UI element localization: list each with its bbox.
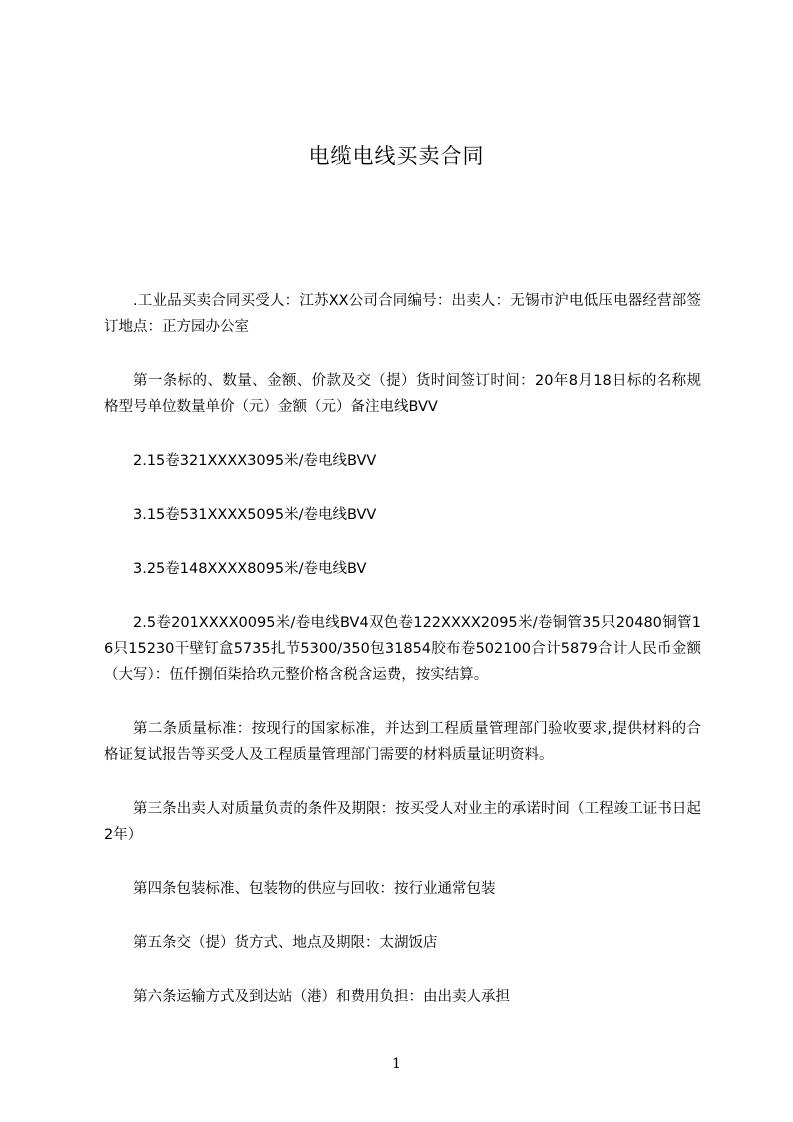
article-four-paragraph: 第四条包装标准、包装物的供应与回收：按行业通常包装: [133, 881, 496, 897]
contract-parties-paragraph: .工业品买卖合同买受人：江苏XX公司合同编号：出卖人：无锡市沪电低压电器经营部签订地点：正方园办公室: [104, 293, 701, 335]
article-one-paragraph: 第一条标的、数量、金额、价款及交（提）货时间签订时间：20年8月18日标的名称规格型号单位数量单价（元）金额（元）备注电线BVV: [104, 373, 701, 415]
contract-body: [104, 288, 701, 1038]
page-number: 1: [392, 1056, 401, 1072]
item-line-1: 2.15卷321XXXX3095米/卷电线BVV: [133, 453, 377, 469]
item-line-4-total: 2.5卷201XXXX0095米/卷电线BV4双色卷122XXXX2095米/卷铜管35只20480铜管16只15230干壁钉盒5735扎节5300/350包31854胶布卷502100合计5879合计人民币金额（大写）：伍仟捌佰柒拾玖元整价格含税含运费，按实结算。: [104, 615, 701, 683]
article-five-paragraph: 第五条交（提）货方式、地点及期限：太湖饭店: [133, 935, 438, 951]
article-two-paragraph: 第二条质量标准：按现行的国家标准，并达到工程质量管理部门验收要求,提供材料的合格证复试报告等买受人及工程质量管理部门需要的材料质量证明资料。: [104, 721, 701, 763]
item-line-3: 3.25卷148XXXX8095米/卷电线BV: [133, 561, 367, 577]
article-three-paragraph: 第三条出卖人对质量负责的条件及期限：按买受人对业主的承诺时间（工程竣工证书日起2年）: [104, 801, 701, 843]
article-six-paragraph: 第六条运输方式及到达站（港）和费用负担：由出卖人承担: [133, 989, 510, 1005]
item-line-2: 3.15卷531XXXX5095米/卷电线BVV: [133, 507, 377, 523]
document-title: 电缆电线买卖合同: [308, 144, 485, 168]
